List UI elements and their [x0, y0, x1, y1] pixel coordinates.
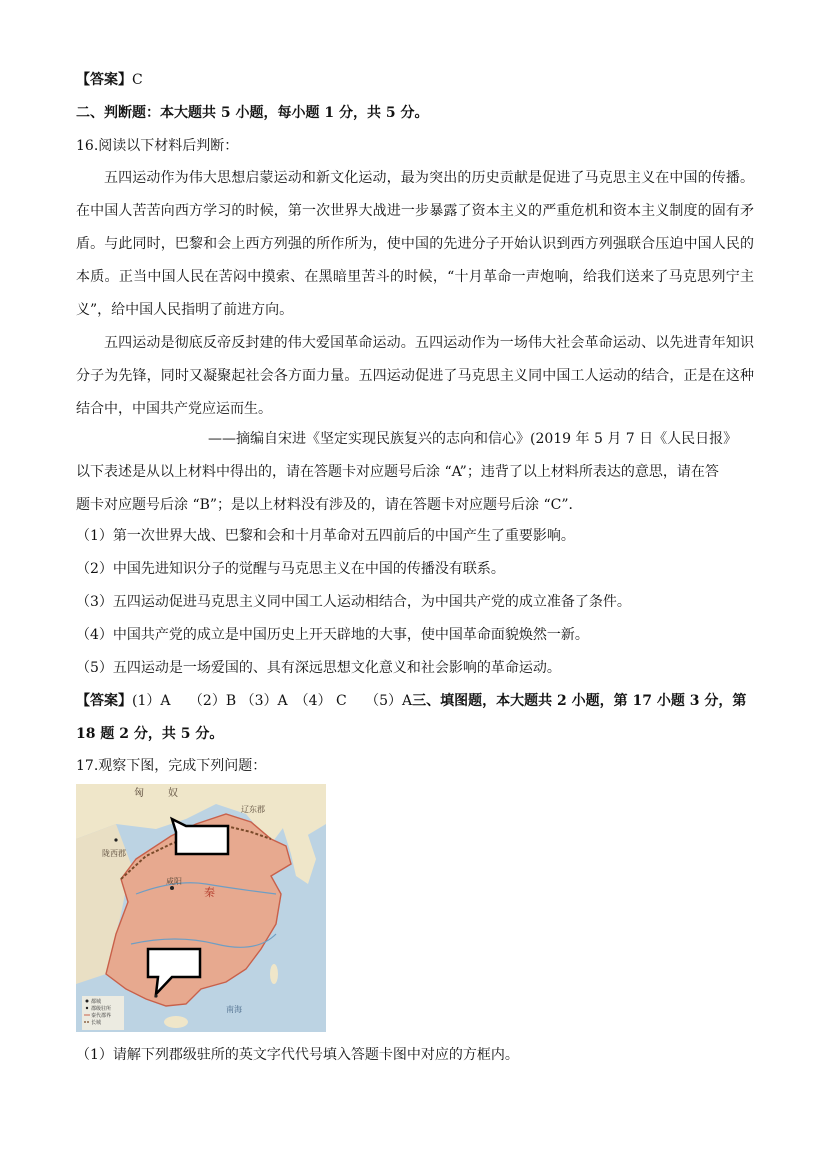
hainan-island [164, 1016, 188, 1028]
legend-commandery-symbol [86, 1007, 88, 1009]
q16-item-2: （2）中国先进知识分子的觉醒与马克思主义在中国的传播没有联系。 [76, 561, 505, 577]
label-xianyang: 咸阳 [166, 877, 182, 886]
label-xiongnu-1: 匈 [134, 788, 144, 799]
q16-item-1: （1）第一次世界大战、巴黎和会和十月革命对五四前后的中国产生了重要影响。 [76, 528, 575, 544]
legend-wall: 长城 [91, 1020, 102, 1026]
q16-material-paragraph-1: 五四运动作为伟大思想启蒙运动和新文化运动，最为突出的历史贡献是促进了马克思主义在中国的传播。在中国人苦苦向西方学习的时候，第一次世界大战进一步暴露了资本主义的严重危机和资本主义制度的固有矛盾。与此同时，巴黎和会上西方列强的所作所为，使中国的先进分子开始认识到西方列强联合压迫中国人民的本质。正当中国人民在苦闷中摸索、在黑暗里苦斗的时候，“十月革命一声炮响，给我们送来了马克思列宁主义”，给中国人民指明了前进方向。 [76, 170, 754, 318]
map-svg [76, 784, 326, 1032]
q16-stem: 16.阅读以下材料后判断： [76, 138, 239, 154]
previous-answer [76, 71, 143, 89]
q17-stem: 17.观察下图，完成下列问题： [76, 758, 267, 774]
q16-answer-value: (1）A （2）B （3）A （4） C （5）A [132, 693, 413, 709]
qin-dynasty-map [76, 784, 326, 1032]
city-dot-south [154, 994, 157, 997]
answer-label: 【答案】 [76, 72, 132, 88]
taiwan-island [270, 964, 278, 984]
legend-commandery: 郡级驻所 [91, 1006, 112, 1012]
q16-item-4: （4）中国共产党的成立是中国历史上开天辟地的大事，使中国革命面貌焕然一新。 [76, 627, 589, 643]
q16-source-citation: ——摘编自宋进《坚定实现民族复兴的志向和信心》(2019 年 5 月 7 日《人民日报》 [208, 431, 738, 447]
label-liaodong: 辽东郡 [241, 805, 265, 814]
legend-capital-symbol [86, 1000, 89, 1003]
q16-instruction-line-2: 题卡对应题号后涂 “B”；是以上材料没有涉及的，请在答题卡对应题号后涂 “C”． [76, 497, 583, 513]
section-3-heading-part2: 18 题 2 分，共 5 分。 [76, 726, 224, 742]
q16-instruction-line-1: 以下表述是从以上材料中得出的，请在答题卡对应题号后涂 “A”；违背了以上材料所表达的意思，请在答 [76, 464, 719, 480]
q16-item-5: （5）五四运动是一场爱国的、具有深远思想文化意义和社会影响的革命运动。 [76, 660, 561, 676]
section-2-heading: 二、判断题：本大题共 5 小题，每小题 1 分，共 5 分。 [76, 105, 429, 121]
section-3-heading-part1: 三、填图题，本大题共 2 小题，第 17 小题 3 分，第 [412, 693, 747, 709]
q16-item-3: （3）五四运动促进马克思主义同中国工人运动相结合，为中国共产党的成立准备了条件。 [76, 594, 631, 610]
answer-value: C [132, 72, 143, 88]
label-qin: 秦 [204, 886, 215, 899]
city-dot-north [114, 838, 117, 841]
q16-material-paragraph-2: 五四运动是彻底反帝反封建的伟大爱国革命运动。五四运动作为一场伟大社会革命运动、以先进青年知识分子为先锋，同时又凝聚起社会各方面力量。五四运动促进了马克思主义同中国工人运动的结合，正是在这种结合中，中国共产党应运而生。 [76, 335, 754, 417]
q17-subquestion-1: （1）请解下列郡级驻所的英文字代代号填入答题卡图中对应的方框内。 [76, 1047, 519, 1063]
q16-answer-label: 【答案】 [76, 693, 132, 709]
label-nanhai: 南海 [226, 1005, 242, 1014]
legend-capital: 都城 [91, 999, 102, 1005]
label-xiongnu-2: 奴 [168, 788, 178, 799]
xianyang-dot [170, 886, 174, 890]
label-longxi: 陇西郡 [102, 849, 126, 858]
legend-border: 秦代郡界 [91, 1013, 112, 1019]
q16-answer [76, 692, 746, 710]
